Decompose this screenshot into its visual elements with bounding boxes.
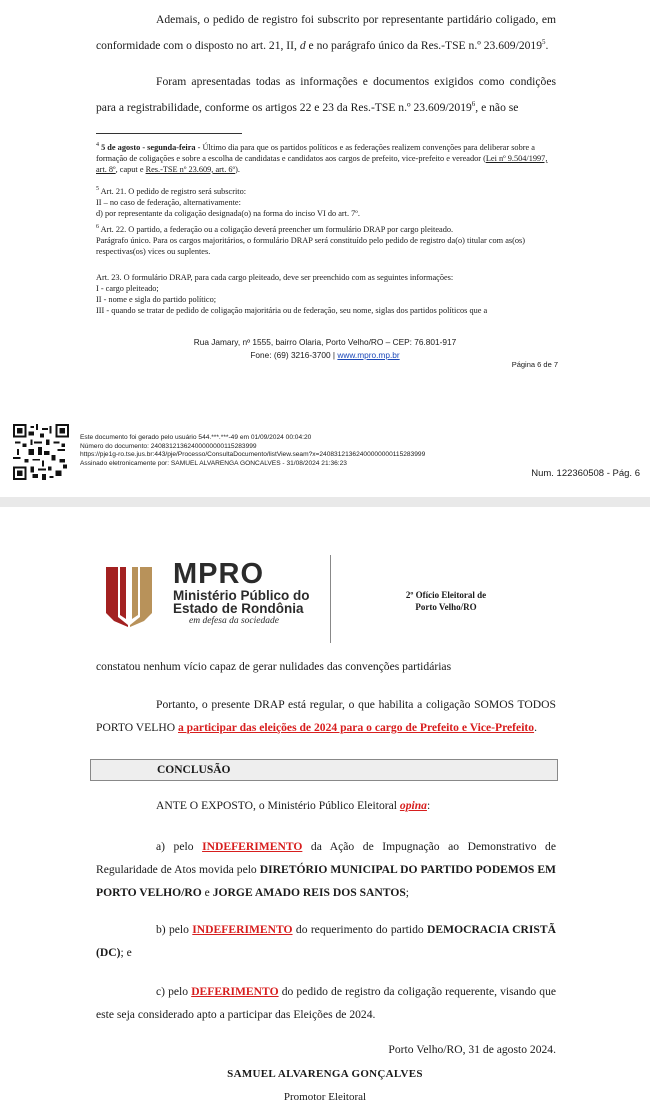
qr-code-icon bbox=[13, 424, 69, 480]
text: ). bbox=[235, 164, 240, 174]
item-a bbox=[96, 835, 556, 904]
phone: Fone: (69) 3216-3700 | bbox=[250, 350, 338, 360]
paragraph-vicio: constatou nenhum vício capaz de gerar nulidades das convenções partidárias bbox=[96, 660, 452, 673]
office-title bbox=[334, 589, 558, 613]
office-line: Porto Velho/RO bbox=[415, 602, 477, 612]
brand-block bbox=[173, 559, 310, 627]
document-page-7 bbox=[0, 507, 650, 1111]
text: , caput e bbox=[115, 164, 146, 174]
text: do pedido de registro da coligação requerente, visando que este seja considerado apto a participar das Eleições de 2024. bbox=[96, 985, 557, 1021]
text: a) pelo bbox=[156, 840, 203, 853]
highlighted-text: DEFERIMENTO bbox=[191, 985, 279, 998]
text: d bbox=[299, 38, 306, 52]
text: d) por representante da coligação designada(o) na forma do inciso VI do art. 7º. bbox=[96, 208, 360, 218]
office-line: 2º Ofício Eleitoral de bbox=[405, 590, 487, 600]
paragraph-apresentadas bbox=[96, 70, 556, 119]
highlighted-text: INDEFERIMENTO bbox=[202, 840, 303, 853]
stamp-line: Assinado eletronicamente por: SAMUEL ALVARENGA GONCALVES - 31/08/2024 21:36:23 bbox=[80, 459, 347, 467]
text: , e não se bbox=[475, 100, 519, 114]
date-line: Porto Velho/RO, 31 de agosto 2024. bbox=[388, 1043, 556, 1056]
text: DEMOCRACIA CRISTÃ (DC) bbox=[96, 923, 556, 959]
text: Art. 23. O formulário DRAP, para cada cargo pleiteado, deve ser preenchido com as seguintes informações: bbox=[96, 273, 454, 282]
letterhead bbox=[96, 555, 558, 655]
paragraph-ante bbox=[96, 794, 556, 817]
footnote-number: 6 bbox=[96, 224, 99, 230]
website-link[interactable]: www.mpro.mp.br bbox=[337, 350, 400, 360]
text: c) pelo bbox=[156, 985, 192, 998]
mpro-logo-icon bbox=[104, 561, 154, 627]
stamp-url[interactable]: https://pje1g-ro.tse.jus.br:443/pje/Processo/ConsultaDocumento/listView.seam?x=24083121362400000000115283999 bbox=[80, 451, 426, 459]
text: 5 de agosto - segunda-feira bbox=[101, 142, 196, 152]
text: Portanto, o presente DRAP está regular, o que habilita a coligação SOMOS TODOS PORTO VELHO bbox=[96, 698, 556, 734]
footnote-5 bbox=[96, 184, 558, 219]
law-link[interactable]: Lei nº 9.504/1997, art. 8º bbox=[96, 153, 548, 174]
text: I - cargo pleiteado; bbox=[96, 284, 159, 293]
text: Art. 22. O partido, a federação ou a coligação deverá preencher um formulário DRAP por cargo pleiteado. bbox=[100, 224, 454, 234]
paragraph-coligado bbox=[96, 8, 556, 57]
footnote-number: 5 bbox=[96, 186, 99, 192]
text: Ademais, o pedido de registro foi subscrito por representante partidário coligado, em conformidade com o disposto no art. 21, II, bbox=[96, 13, 556, 52]
stamp-line: Este documento foi gerado pelo usuário 544.***.***-49 em 01/09/2024 00:04:20 bbox=[80, 434, 312, 441]
document-number: Num. 122360508 - Pág. 6 bbox=[531, 468, 640, 479]
footnote-art23 bbox=[96, 272, 558, 316]
text: : bbox=[426, 799, 431, 812]
footnote-ref: 6 bbox=[471, 100, 476, 108]
footnote-ref: 5 bbox=[542, 38, 546, 46]
signer-role: Promotor Eleitoral bbox=[283, 1091, 367, 1103]
text: da Ação de Impugnação ao Demonstrativo de Regularidade de Atos movida pelo bbox=[96, 840, 557, 876]
brand-line: Estado de Rondônia bbox=[173, 601, 304, 616]
text: Art. 21. O pedido de registro será subscrito: bbox=[100, 186, 247, 196]
footnote-4 bbox=[96, 140, 558, 175]
footnote-number: 4 bbox=[96, 142, 99, 148]
brand-name: MPRO bbox=[173, 558, 264, 590]
highlighted-text: opina bbox=[399, 799, 427, 812]
text: JORGE AMADO REIS DOS SANTOS bbox=[212, 886, 406, 899]
text: b) pelo bbox=[156, 923, 193, 936]
item-b bbox=[96, 918, 556, 964]
highlighted-text: a participar das eleições de 2024 para o cargo de Prefeito e Vice-Prefeito bbox=[177, 721, 535, 734]
signer-name: SAMUEL ALVARENGA GONÇALVES bbox=[227, 1068, 423, 1080]
page-number: Página 6 de 7 bbox=[511, 360, 558, 369]
text: - Último dia para que os partidos políticos e as federações realizem convenções para deliberar sobre a formação de coligações e sobre a escolha de candidatas e candidatos aos cargos de prefeito, vice-prefeito e vereador ( bbox=[96, 142, 535, 163]
text: DIRETÓRIO MUNICIPAL DO PARTIDO PODEMOS EM PORTO VELHO/RO bbox=[96, 863, 556, 899]
item-c bbox=[96, 980, 556, 1026]
stamp-line: Número do documento: 24083121362400000000115283999 bbox=[80, 442, 257, 450]
header-divider bbox=[330, 555, 331, 643]
text: . bbox=[545, 38, 549, 52]
text: ; bbox=[405, 886, 410, 899]
text: ANTE O EXPOSTO, o Ministério Público Eleitoral bbox=[156, 799, 400, 812]
text: III - quando se tratar de pedido de coligação majoritária ou de federação, seu nome, siglas dos partidos políticos que a bbox=[96, 306, 488, 315]
highlighted-text: INDEFERIMENTO bbox=[192, 923, 293, 936]
text: do requerimento do partido bbox=[292, 923, 428, 936]
text: II – no caso de federação, alternativamente: bbox=[96, 197, 241, 207]
text: ; e bbox=[120, 946, 132, 959]
text: . bbox=[534, 721, 537, 734]
text: Parágrafo único. Para os cargos majoritários, o formulário DRAP será constituído pelo pedido de registro da(o) titular com as(os) respectivas(os) vices ou suplentes. bbox=[96, 235, 526, 256]
law-link[interactable]: Res.-TSE nº 23.609, art. 6º bbox=[145, 164, 236, 174]
paragraph-portanto bbox=[96, 693, 556, 739]
electronic-signature-stamp bbox=[80, 434, 425, 468]
footnote-6 bbox=[96, 222, 558, 257]
brand-line: Ministério Público do bbox=[173, 588, 310, 603]
text: II - nome e sigla do partido político; bbox=[96, 295, 217, 304]
footer-address: Rua Jamary, nº 1555, bairro Olaria, Porto Velho/RO – CEP: 76.801-917 bbox=[193, 337, 457, 347]
text: e no parágrafo único da Res.-TSE n.º 23.609/2019 bbox=[305, 38, 543, 52]
document-page-6 bbox=[0, 0, 650, 497]
section-heading-conclusao: CONCLUSÃO bbox=[90, 759, 558, 781]
text: Foram apresentadas todas as informações e documentos exigidos como condições para a registrabilidade, conforme os artigos 22 e 23 da Res.-TSE n.º 23.609/2019 bbox=[96, 75, 556, 114]
text: e bbox=[201, 886, 213, 899]
brand-tagline: em defesa da sociedade bbox=[189, 616, 279, 626]
footnote-divider bbox=[96, 133, 242, 134]
